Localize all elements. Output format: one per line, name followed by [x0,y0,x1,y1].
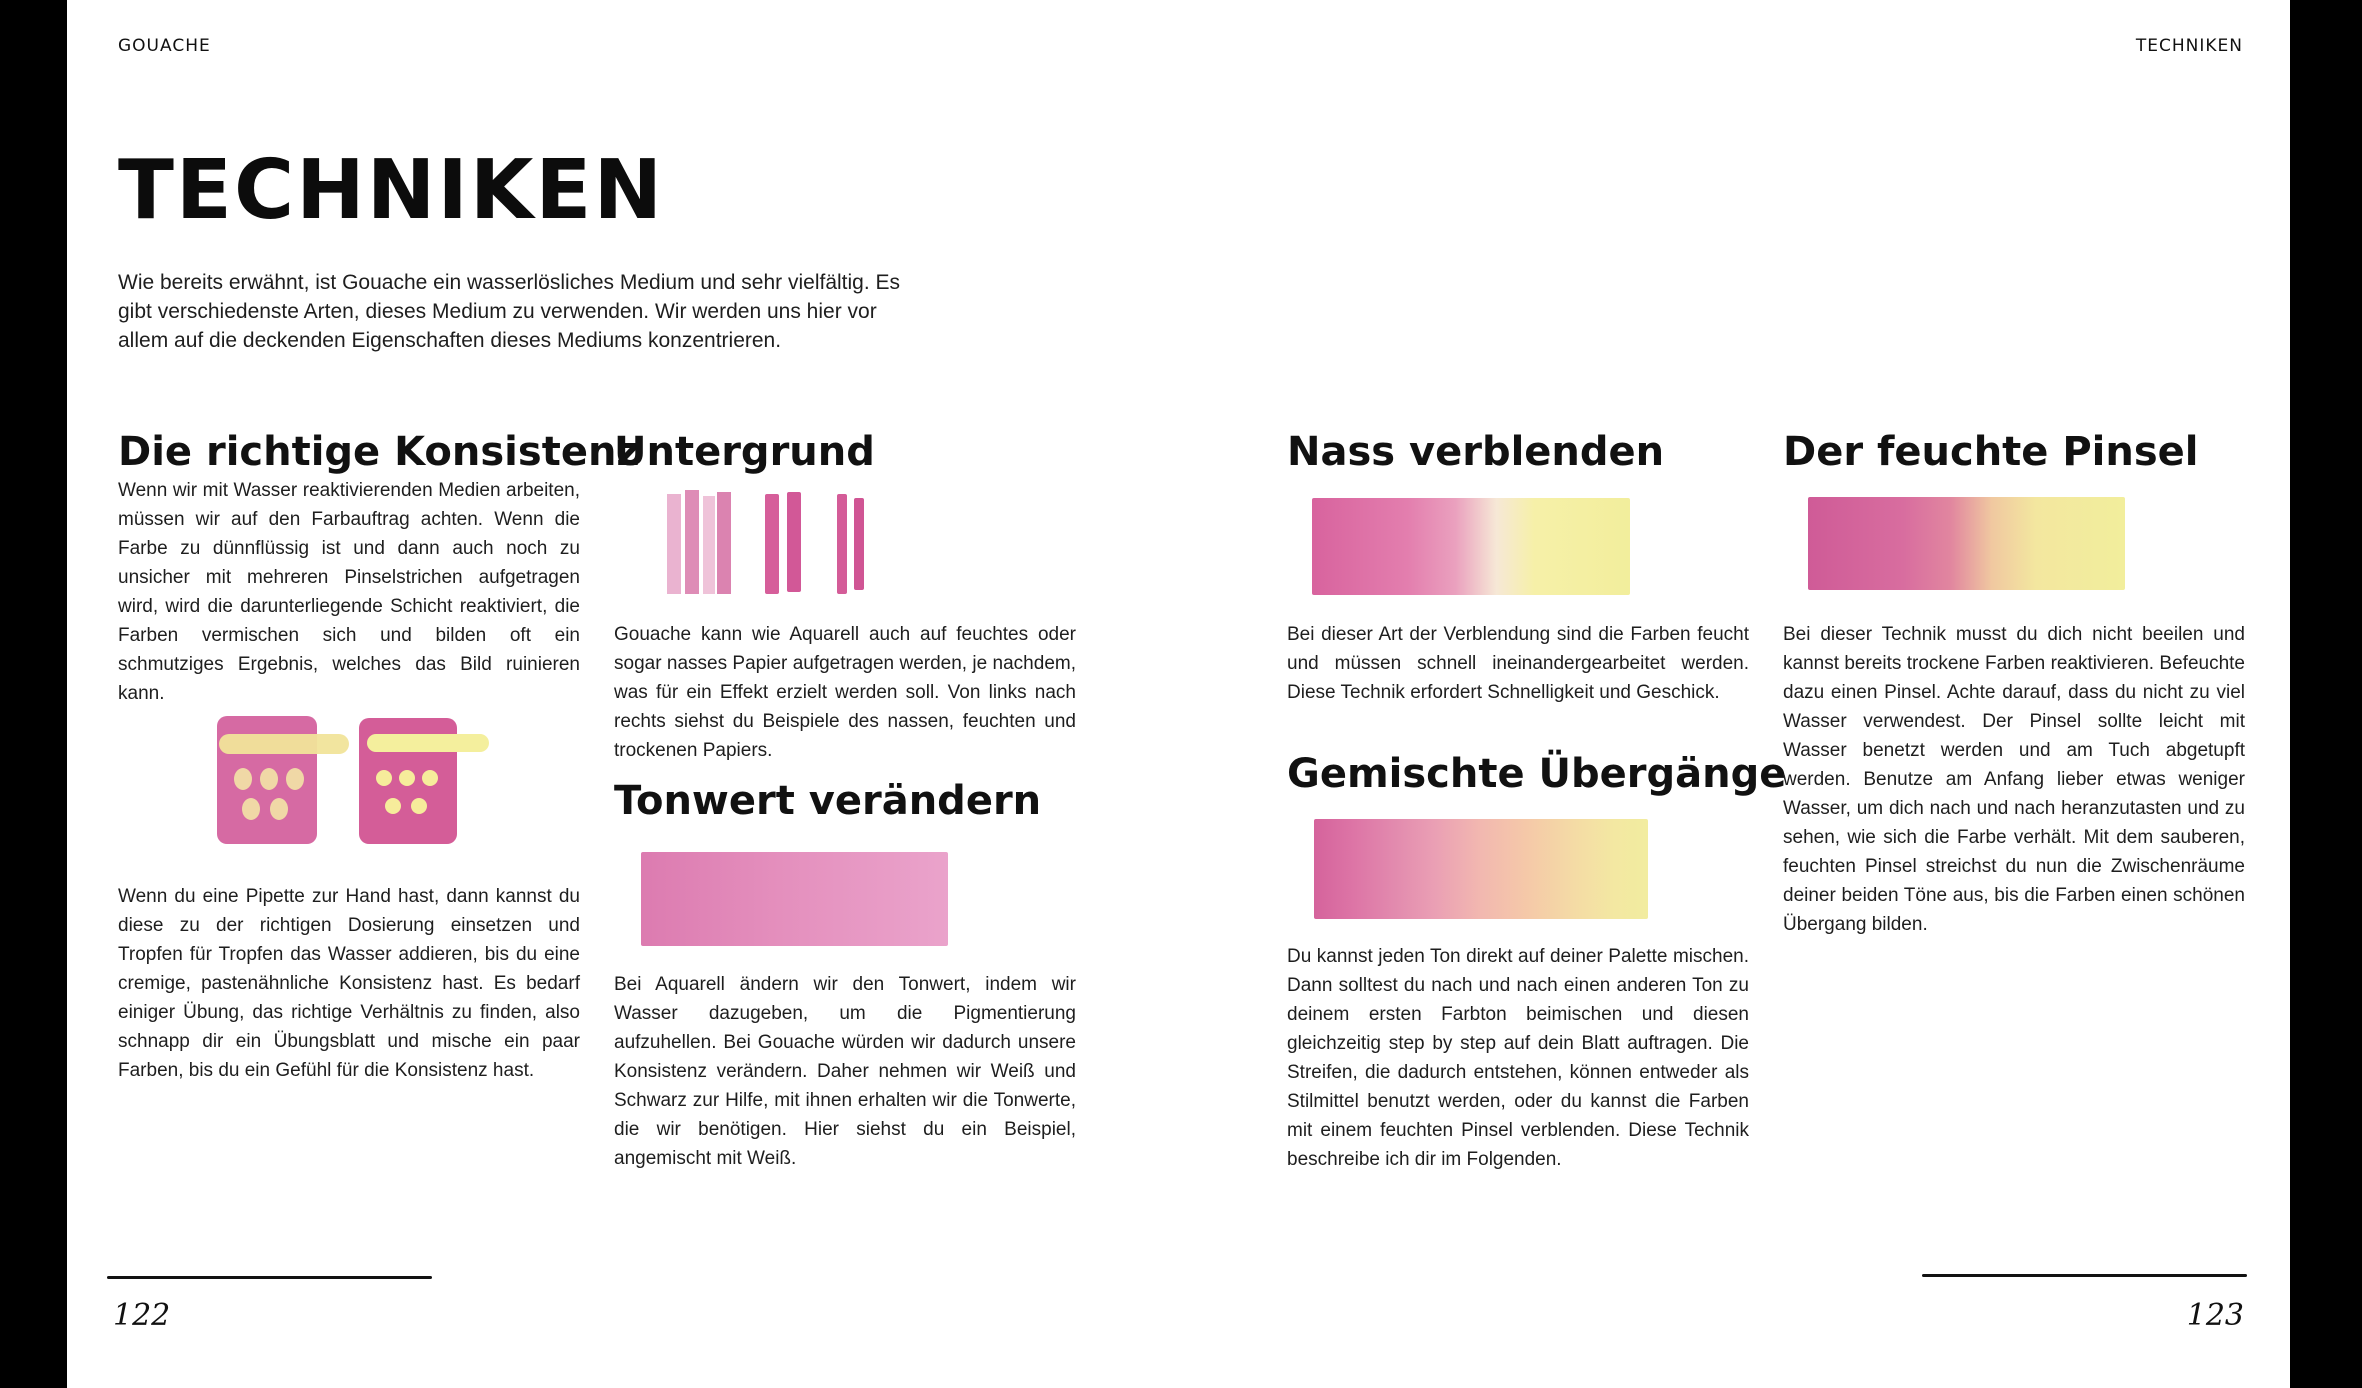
text-untergrund: Gouache kann wie Aquarell auch auf feuchtes oder sogar nasses Papier aufgetragen werden, je nachdem, was für ein Effekt erzielt werden soll. Von links nach rechts siehst du Beispiele des nassen, feuchten und trockenen Papiers. [614,624,1076,761]
nass-verblenden-swatch [1312,498,1630,595]
footer-rule-left [107,1276,432,1279]
page-number-right: 123 [2186,1298,2244,1333]
swatch-square-left [217,716,349,844]
intro-paragraph: Wie bereits erwähnt, ist Gouache ein wasserlösliches Medium und sehr vielfältig. Es gibt verschiedenste Arten, dieses Medium zu verwenden. Wir werden uns hier vor allem auf die deckenden Eigenschaften dieses Mediums konzentrieren. [118,271,901,352]
book-spread [67,0,2290,1388]
feuchter-pinsel-swatch [1808,497,2125,590]
wet-paper-strokes [667,490,731,594]
paint-squares-illustration [207,702,507,862]
heading-nass: Nass verblenden [1287,429,1665,475]
text-nass: Bei dieser Art der Verblendung sind die Farben feucht und müssen schnell ineinandergearbeitet werden. Diese Technik erfordert Schnelligkeit und Geschick. [1287,624,1749,703]
tonwert-swatch [641,852,948,946]
footer-rule-right [1922,1274,2247,1277]
text-tonwert: Bei Aquarell ändern wir den Tonwert, indem wir Wasser dazugeben, um die Pigmentierung aufzuhellen. Bei Gouache würden wir dadurch unsere Konsistenz verändern. Daher nehmen wir Weiß und Schwarz zur Hilfe, mit ihnen erhalten wir die Tonwerte, die wir benötigen. Hier siehst du ein Beispiel, angemischt mit Weiß. [614,974,1076,1169]
running-head-left: GOUACHE [118,36,211,56]
damp-paper-strokes [765,492,801,594]
gemischte-uebergaenge-swatch [1314,819,1648,919]
heading-gemischt: Gemischte Übergänge [1287,751,1787,797]
page-title: TECHNIKEN [118,143,665,238]
text-pinsel: Bei dieser Technik musst du dich nicht beeilen und kannst bereits trockene Farben reaktivieren. Befeuchte dazu einen Pinsel. Achte darauf, dass du nicht zu viel Wasser verwendest. Der Pinsel sollte leicht mit Wasser benetzt werden und am Tuch abgetupft werden. Benutze am Anfang lieber etwas weniger Wasser, um dich nach und nach heranzutasten und zu sehen, wie sich die Farbe verhält. Mit dem sauberen, feuchten Pinsel streichst du nun die Zwischenräume deiner beiden Töne aus, bis die Farben einen schönen Übergang bilden. [1783,624,2245,935]
dry-paper-strokes [837,494,864,594]
text-gemischt: Du kannst jeden Ton direkt auf deiner Palette mischen. Dann solltest du nach und nach einen anderen Ton zu deinem ersten Farbton beimischen und diesen gleichzeitig step by step auf dein Blatt auftragen. Die Streifen, die dadurch entstehen, können entweder als Stilmittel benutzt werden, oder du kannst die Farben mit einem feuchten Pinsel verblenden. Diese Technik beschreibe ich dir im Folgenden. [1287,946,1749,1170]
paper-strokes-illustration [647,484,947,604]
heading-pinsel: Der feuchte Pinsel [1783,429,2199,475]
swatch-square-right [359,718,489,844]
text-konsistenz-2: Wenn du eine Pipette zur Hand hast, dann kannst du diese zu der richtigen Dosierung einsetzen und Tropfen für Tropfen das Wasser addieren, bis du eine cremige, pastenähnliche Konsistenz hast. Es bedarf einiger Übung, das richtige Verhältnis zu finden, also schnapp dir ein Übungsblatt und mische ein paar Farben, bis du ein Gefühl für die Konsistenz hast. [118,886,580,1081]
heading-tonwert: Tonwert verändern [614,778,1042,824]
text-konsistenz-1: Wenn wir mit Wasser reaktivierenden Medien arbeiten, müssen wir auf den Farbauftrag achten. Wenn die Farbe zu dünnflüssig ist und dann auch noch zu unsicher mit mehreren Pinselstrichen aufgetragen wird, wird die darunterliegende Schicht reaktiviert, die Farben vermischen sich und bilden oft ein schmutziges Ergebnis, welches das Bild ruinieren kann. [118,480,580,704]
page-number-left: 122 [113,1298,171,1333]
heading-konsistenz: Die richtige Konsistenz [118,429,640,475]
heading-untergrund: Untergrund [614,429,875,475]
running-head-right: TECHNIKEN [2135,36,2243,56]
consistency-swatches-illustration [207,702,507,862]
